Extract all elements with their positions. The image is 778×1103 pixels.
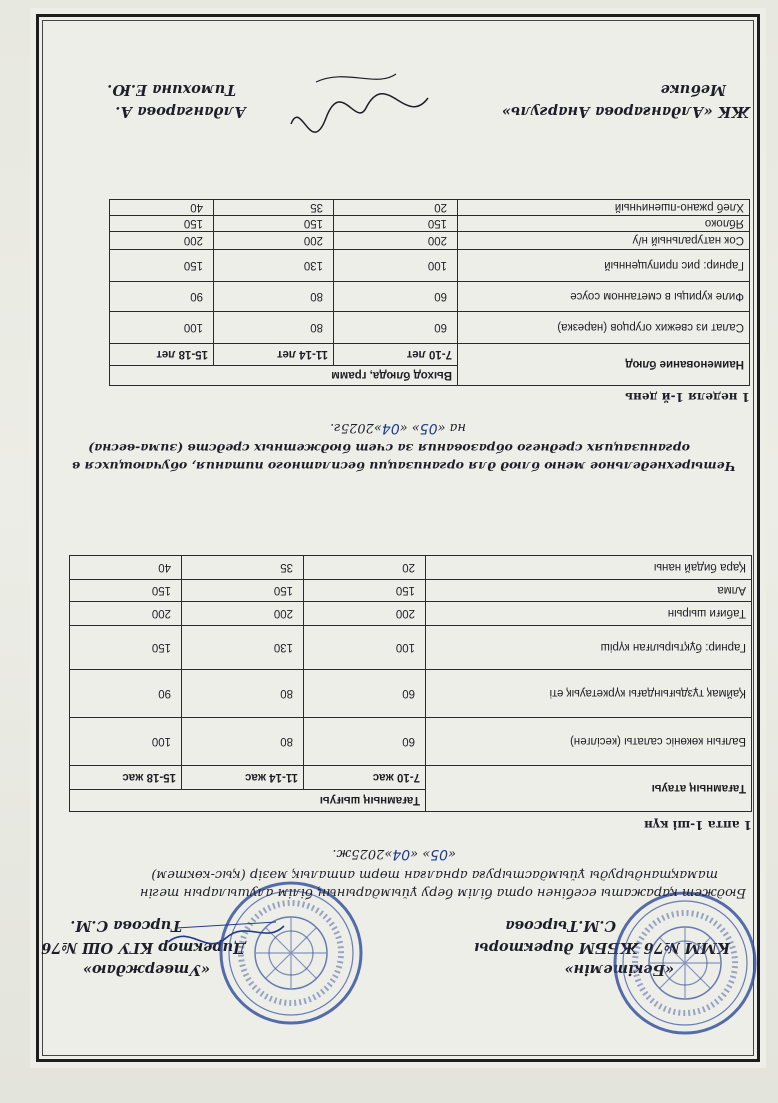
footer-org: ЖК «Алданғарова Анаргуль»: [501, 103, 750, 120]
table-row: [110, 216, 750, 232]
dish-value: 60: [304, 670, 426, 718]
dish-name: Табиғи шырын: [426, 602, 752, 626]
approve-right-label: «Утверждаю»: [82, 961, 210, 978]
ru-week-day: 1 неделя 1-й день: [624, 390, 750, 404]
table-row: [110, 282, 750, 312]
dish-value: 20: [334, 200, 458, 216]
table-row: [69, 580, 751, 602]
kz-date-month: 04: [392, 846, 411, 862]
dish-value: 80: [182, 670, 304, 718]
table-row: [69, 670, 751, 718]
dish-value: 150: [214, 216, 334, 232]
ru-date: [330, 420, 466, 436]
table-row: [69, 626, 751, 670]
dish-value: 100: [69, 718, 181, 766]
dish-name: Гарнир: рис припущенный: [458, 250, 750, 282]
dish-value: 100: [304, 626, 426, 670]
dish-name: Алма: [426, 580, 752, 602]
dish-value: 200: [334, 232, 458, 250]
dish-name: Гарнир: бұқтырылған күріш: [426, 626, 752, 670]
ru-date-month: 04: [381, 420, 400, 436]
school-seal-stamp-right: [216, 878, 366, 1028]
dish-value: 150: [69, 580, 181, 602]
dish-name: Сок натуральный н/у: [458, 232, 750, 250]
footer-person3: Тимохина Е.Ю.: [107, 81, 236, 98]
dish-value: 60: [334, 282, 458, 312]
dish-value: 60: [304, 718, 426, 766]
dish-value: 150: [110, 216, 214, 232]
dish-value: 40: [69, 556, 181, 580]
kz-col-output-header: Тағамның шығуы: [69, 790, 425, 812]
ru-date-mid: » «: [399, 420, 420, 435]
dish-value: 130: [214, 250, 334, 282]
kz-age1-header: 7-10 жас: [304, 766, 426, 790]
dish-value: 20: [304, 556, 426, 580]
dish-value: 150: [182, 580, 304, 602]
ru-date-day: 05: [419, 420, 438, 436]
ru-menu-table: [109, 199, 750, 386]
dish-value: 60: [334, 312, 458, 344]
table-row: [69, 718, 751, 766]
table-row: [110, 200, 750, 216]
dish-value: 80: [214, 282, 334, 312]
dish-value: 35: [214, 200, 334, 216]
table-row: [110, 312, 750, 344]
table-row: [110, 250, 750, 282]
dish-value: 150: [304, 580, 426, 602]
dish-value: 80: [182, 718, 304, 766]
dish-value: 90: [110, 282, 214, 312]
kz-date: [332, 846, 456, 862]
dish-value: 100: [110, 312, 214, 344]
ru-col-name-header: Наименование блюд: [458, 344, 750, 386]
dish-name: Балғын көкөніс салаты (кесілген): [426, 718, 752, 766]
table-row: [110, 232, 750, 250]
dish-value: 150: [69, 626, 181, 670]
dish-name: Хлеб ржано-пшеничный: [458, 200, 750, 216]
ru-title-line1: Четырехнедельное меню блюд для организации бесплатного питания, обучающихся в: [72, 459, 736, 474]
dish-value: 200: [69, 602, 181, 626]
ru-date-prefix: на «: [437, 420, 466, 435]
kz-menu-table: [69, 555, 752, 812]
ru-title-line2: организациях среднего образования за счет бюджетных средств (зима-весна): [88, 441, 690, 456]
footer-signature: [286, 58, 436, 138]
dish-value: 80: [214, 312, 334, 344]
approve-right-line2: Тирсова С.М.: [70, 917, 182, 934]
dish-value: 150: [334, 216, 458, 232]
menu-document: [30, 8, 766, 1068]
footer-person1: Алдангарова А.: [115, 103, 246, 120]
ru-age1-header: 7-10 лет: [334, 344, 458, 366]
table-row: [69, 556, 751, 580]
ru-age3-header: 15-18 лет: [110, 344, 214, 366]
dish-value: 200: [182, 602, 304, 626]
ru-col-output-header: Выход блюда, грамм: [110, 366, 458, 386]
approve-left-line1: КММ №76 ЖББМ директоры: [474, 939, 730, 956]
ru-age2-header: 11-14 лет: [214, 344, 334, 366]
kz-col-name-header: Тағамның атауы: [426, 766, 752, 812]
dish-name: Яблоко: [458, 216, 750, 232]
approve-left-line2: С.М.Тырсова: [505, 917, 616, 934]
kz-week-day: 1 апта 1-ші күн: [644, 818, 752, 832]
dish-value: 150: [110, 250, 214, 282]
approve-right-line1: Директор КГУ ОШ №76: [41, 939, 246, 956]
approve-left-label: «Бекітемін»: [564, 961, 674, 978]
kz-age2-header: 11-14 жас: [182, 766, 304, 790]
dish-name: Қаймақ тұздығындағы күркетауық еті: [426, 670, 752, 718]
dish-value: 40: [110, 200, 214, 216]
footer-person2: Мебике: [660, 81, 726, 98]
dish-value: 35: [182, 556, 304, 580]
kz-title-line2: тамақтандыруды ұйымдастыруға арналған төрт апталық мәзір (қыс-көктем): [151, 867, 718, 882]
dish-value: 200: [304, 602, 426, 626]
dish-value: 200: [110, 232, 214, 250]
dish-value: 130: [182, 626, 304, 670]
kz-date-prefix: «: [448, 846, 456, 861]
kz-date-mid: » «: [410, 846, 431, 861]
dish-name: Филе курицы в сметанном соусе: [458, 282, 750, 312]
dish-name: Қара бидай наны: [426, 556, 752, 580]
director-signature: [166, 918, 286, 948]
kz-title-line1: Бюджет қаражаты есебінен орта білім беру ұйымдарының білім алушыларын тегін: [139, 885, 746, 900]
kz-date-suffix: »2025ж.: [332, 846, 393, 861]
kz-date-day: 05: [430, 846, 449, 862]
dish-name: Салат из свежих огурцов (нарезка): [458, 312, 750, 344]
table-row: [69, 602, 751, 626]
dish-value: 100: [334, 250, 458, 282]
dish-value: 90: [69, 670, 181, 718]
school-seal-stamp-left: [610, 888, 760, 1038]
dish-value: 200: [214, 232, 334, 250]
ru-date-suffix: »2025г.: [330, 420, 382, 435]
kz-age3-header: 15-18 жас: [69, 766, 181, 790]
